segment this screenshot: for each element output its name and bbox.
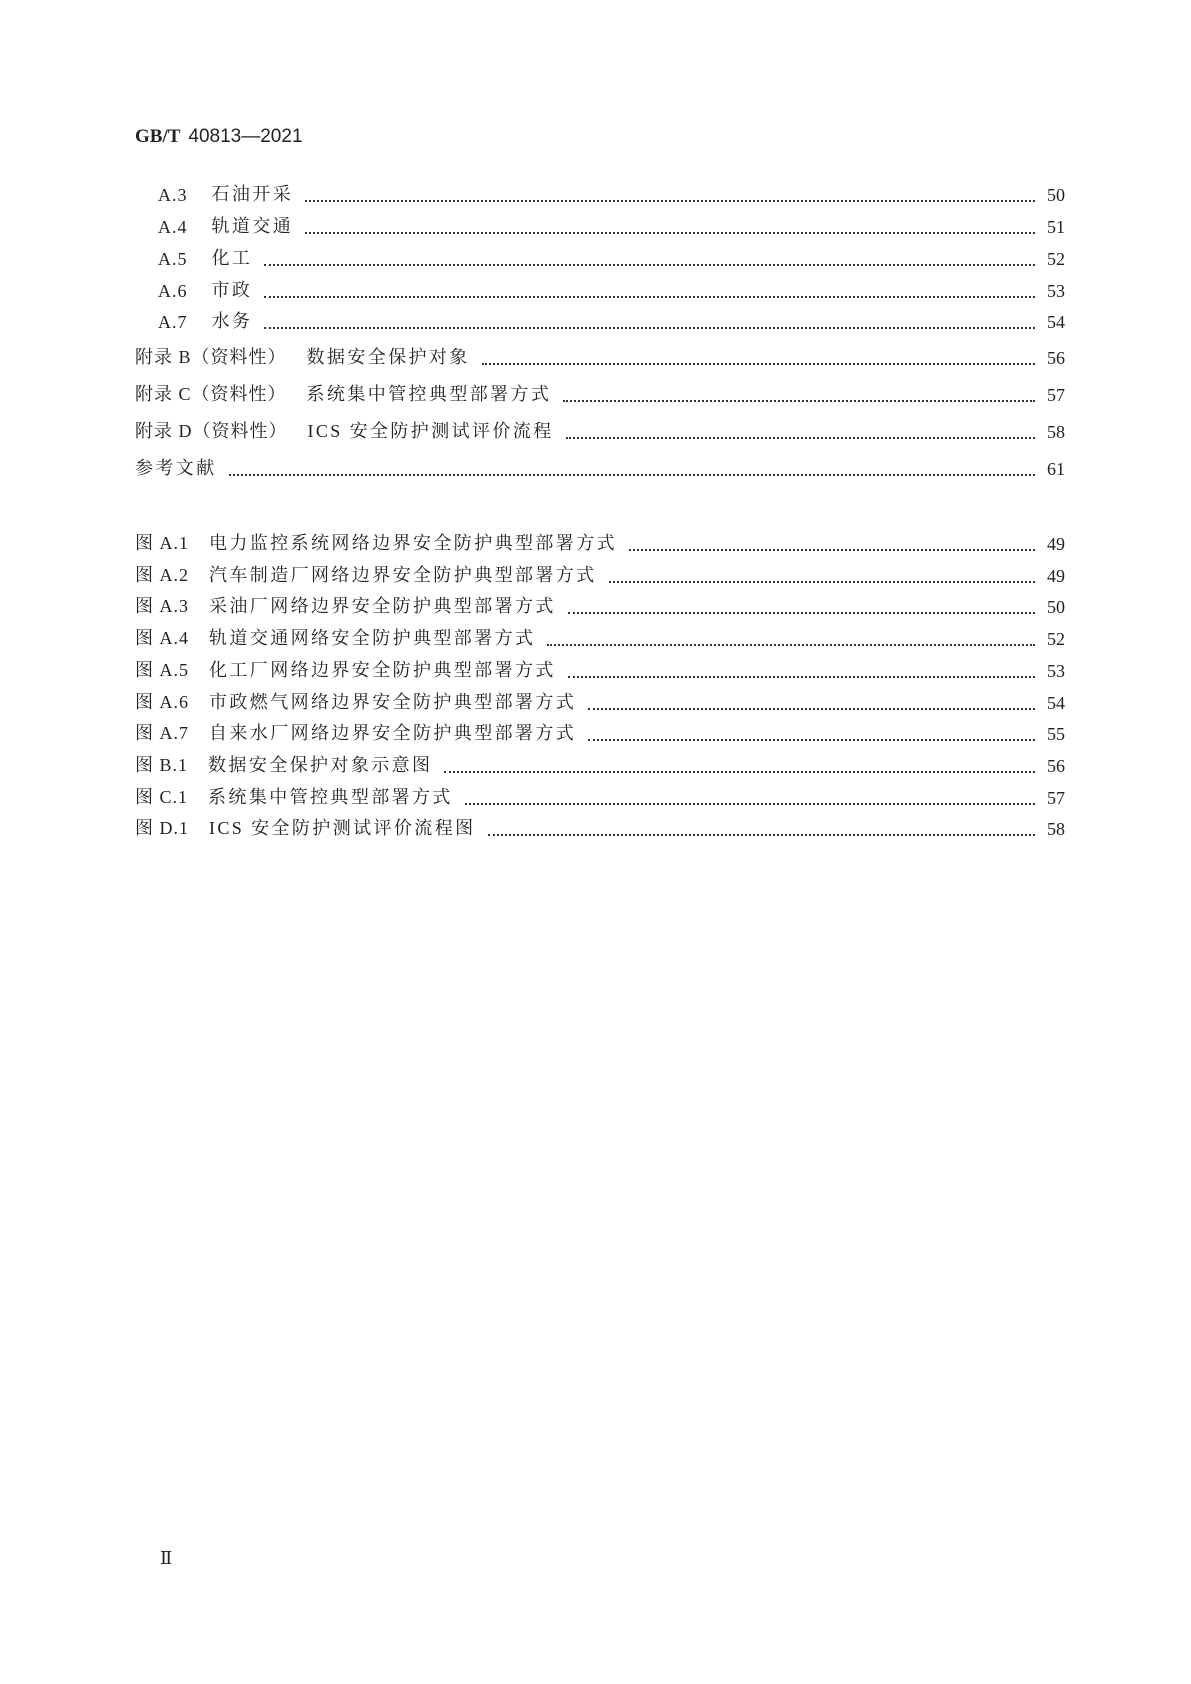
entry-title: 采油厂网络边界安全防护典型部署方式 [209,596,556,617]
entry-title: 数据安全保护对象 [306,347,470,367]
toc-entry[interactable] [135,751,1065,777]
entry-label: 图 A.3 [135,596,189,617]
toc-entry[interactable] [158,212,1065,238]
entry-page-number: 53 [1047,660,1065,681]
standard-number: 40813—2021 [188,126,303,147]
toc-entry[interactable] [158,180,1065,206]
entry-page-number: 52 [1047,629,1065,650]
entry-title: 水务 [211,311,253,331]
entry-page-number: 56 [1047,755,1065,776]
entry-page-number: 50 [1047,185,1065,205]
entry-label: 图 C.1 [135,786,189,807]
toc-entry[interactable] [135,624,1065,650]
entry-page-number: 54 [1047,312,1065,332]
entry-title: 数据安全保护对象示意图 [208,754,433,775]
entry-label: 附录 D（资料性） [135,421,288,441]
entry-title: 市政燃气网络边界安全防护典型部署方式 [209,691,577,712]
entry-title: 化工厂网络边界安全防护典型部署方式 [209,659,556,680]
entry-label: 图 B.1 [135,754,189,775]
dot-leader [488,822,1035,840]
entry-label: A.3 [158,185,188,205]
entry-page-number: 57 [1047,385,1065,405]
entry-label: A.4 [158,217,188,237]
entry-page-number: 53 [1047,281,1065,301]
entry-title: 轨道交通 [211,216,294,236]
dot-leader [629,537,1035,555]
dot-leader [305,188,1035,206]
entry-title: 汽车制造厂网络边界安全防护典型部署方式 [209,564,597,585]
entry-label: A.5 [158,249,188,269]
toc-entry[interactable] [158,244,1065,270]
entry-label: 图 D.1 [135,818,189,839]
entry-page-number: 55 [1047,724,1065,745]
dot-leader [264,315,1035,333]
entry-title: 轨道交通网络安全防护典型部署方式 [209,628,536,649]
entry-label: 图 A.5 [135,659,189,680]
entry-title: 电力监控系统网络边界安全防护典型部署方式 [209,533,617,553]
dot-leader [482,351,1035,369]
toc-entry[interactable] [135,592,1065,618]
dot-leader [563,388,1035,406]
toc-entry[interactable] [135,814,1065,840]
entry-title: ICS 安全防护测试评价流程图 [209,818,476,839]
entry-label: 图 A.6 [135,691,189,712]
entry-page-number: 49 [1047,565,1065,586]
toc-entry[interactable] [135,454,1065,480]
dot-leader [588,727,1035,745]
toc-entry[interactable] [158,307,1065,333]
entry-label: 附录 C（资料性） [135,384,287,404]
toc-entry[interactable] [135,529,1065,555]
dot-leader [609,569,1035,587]
toc-entry[interactable] [135,719,1065,745]
toc-entry[interactable] [135,380,1065,406]
dot-leader [588,696,1035,714]
entry-label: 图 A.1 [135,533,189,553]
dot-leader [444,759,1035,777]
entry-label: 附录 B（资料性） [135,347,287,367]
entry-page-number: 49 [1047,534,1065,554]
dot-leader [568,664,1035,682]
entry-page-number: 50 [1047,597,1065,618]
entry-page-number: 58 [1047,422,1065,442]
dot-leader [566,425,1035,443]
entry-label: A.6 [158,281,188,301]
entry-page-number: 57 [1047,787,1065,808]
entry-title: 自来水厂网络边界安全防护典型部署方式 [209,723,577,744]
dot-leader [568,600,1035,618]
entry-title: ICS 安全防护测试评价流程 [307,421,554,441]
page-number-footer: Ⅱ [160,1548,173,1568]
toc-entry[interactable] [135,783,1065,809]
entry-title: 参考文献 [135,458,217,478]
dot-leader [465,791,1035,809]
entry-title: 石油开采 [211,184,294,204]
entry-page-number: 61 [1047,459,1065,479]
entry-label: 图 A.2 [135,564,189,585]
dot-leader [264,252,1035,270]
toc-entry[interactable] [135,561,1065,587]
entry-page-number: 54 [1047,692,1065,713]
toc-entry[interactable] [135,656,1065,682]
entry-page-number: 56 [1047,348,1065,368]
entry-label: A.7 [158,312,188,332]
document-header [135,126,303,148]
entry-page-number: 58 [1047,819,1065,840]
entry-page-number: 52 [1047,249,1065,269]
entry-page-number: 51 [1047,217,1065,237]
dot-leader [229,462,1035,480]
dot-leader [264,284,1035,302]
entry-title: 系统集中管控典型部署方式 [208,786,453,807]
toc-entry[interactable] [158,276,1065,302]
entry-title: 市政 [211,280,253,300]
toc-entry[interactable] [135,417,1065,443]
entry-title: 系统集中管控典型部署方式 [306,384,552,404]
toc-entry[interactable] [135,343,1065,369]
entry-title: 化工 [211,248,253,268]
dot-leader [305,220,1035,238]
standard-prefix: GB/T [135,126,181,147]
entry-label: 图 A.4 [135,628,189,649]
toc-entry[interactable] [135,688,1065,714]
entry-label: 图 A.7 [135,723,189,744]
dot-leader [547,632,1035,650]
